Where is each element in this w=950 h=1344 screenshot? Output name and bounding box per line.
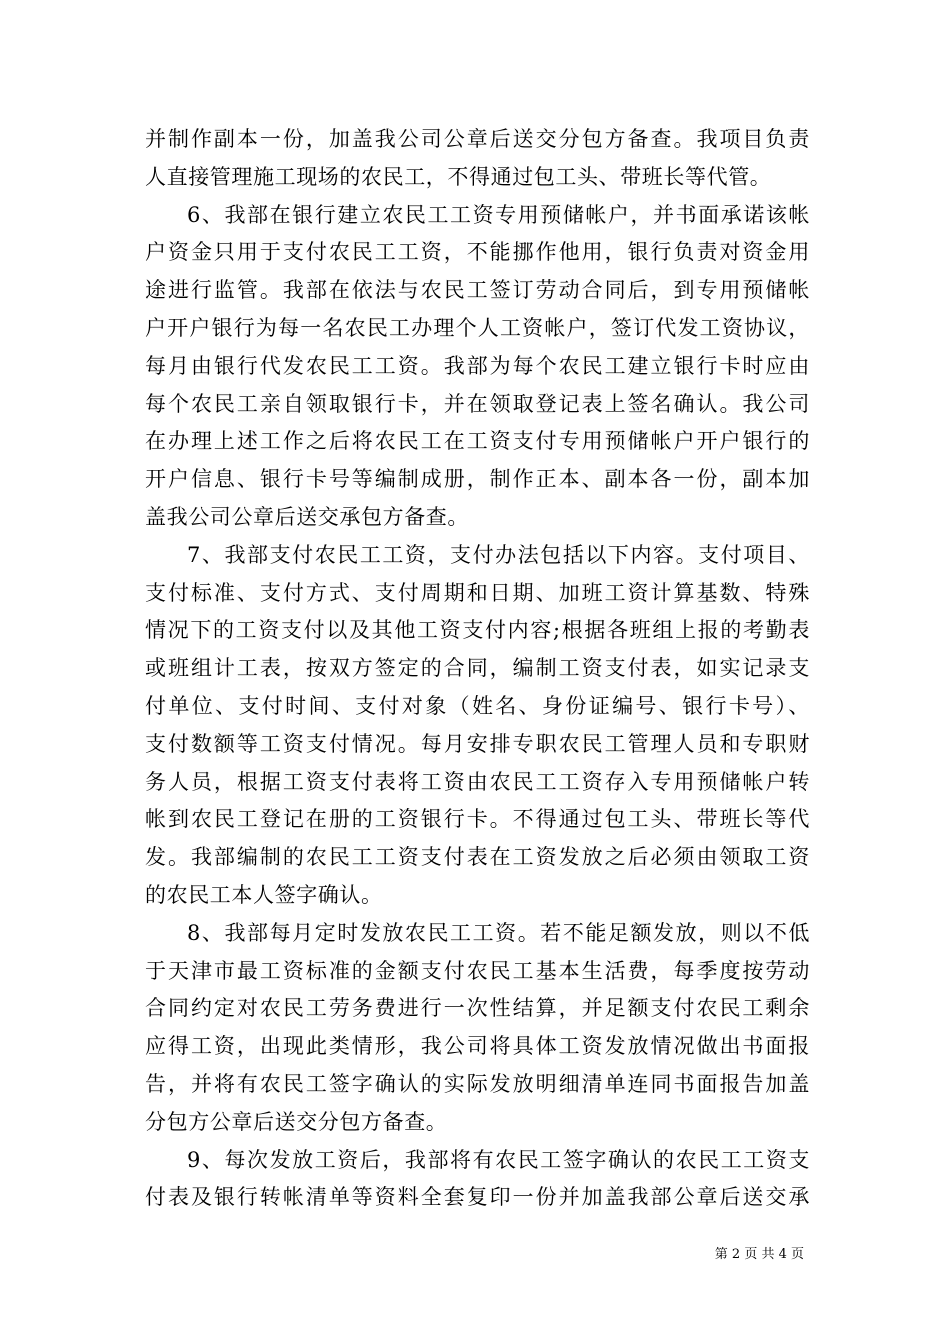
text-line: 在办理上述工作之后将农民工在工资支付专用预储帐户开户银行的 [145, 429, 810, 454]
text-line: 情况下的工资支付以及其他工资支付内容;根据各班组上报的考勤表 [145, 618, 810, 643]
text-line: 9、每次发放工资后，我部将有农民工签字确认的农民工工资支 [187, 1147, 810, 1172]
text-line: 帐到农民工登记在册的工资银行卡。不得通过包工头、带班长等代 [145, 807, 810, 832]
text-line: 支付数额等工资支付情况。每月安排专职农民工管理人员和专职财 [145, 731, 810, 756]
text-line: 8、我部每月定时发放农民工工资。若不能足额发放，则以不低 [187, 920, 810, 945]
text-line: 每月由银行代发农民工工资。我部为每个农民工建立银行卡时应由 [145, 353, 810, 378]
text-line: 告，并将有农民工签字确认的实际发放明细清单连同书面报告加盖 [145, 1071, 810, 1096]
text-line: 7、我部支付农民工工资，支付办法包括以下内容。支付项目、 [187, 542, 810, 567]
text-line: 的农民工本人签字确认。 [145, 882, 383, 907]
text-line: 合同约定对农民工劳务费进行一次性结算，并足额支付农民工剩余 [145, 996, 810, 1021]
text-line: 务人员，根据工资支付表将工资由农民工工资存入专用预储帐户转 [145, 769, 810, 794]
page-number-footer: 第 2 页 共 4 页 [714, 1247, 804, 1262]
body-text [145, 121, 810, 1217]
text-line: 户开户银行为每一名农民工办理个人工资帐户，签订代发工资协议， [145, 315, 810, 340]
text-line: 分包方公章后送交分包方备查。 [145, 1109, 448, 1134]
text-line: 并制作副本一份，加盖我公司公章后送交分包方备查。我项目负责 [145, 127, 810, 151]
text-line: 付表及银行转帐清单等资料全套复印一份并加盖我部公章后送交承 [145, 1185, 810, 1210]
text-line: 于天津市最工资标准的金额支付农民工基本生活费，每季度按劳动 [145, 958, 810, 983]
text-line: 人直接管理施工现场的农民工，不得通过包工头、带班长等代管。 [145, 164, 772, 189]
text-line: 或班组计工表，按双方签定的合同，编制工资支付表，如实记录支 [145, 656, 810, 681]
text-line: 开户信息、银行卡号等编制成册，制作正本、副本各一份，副本加 [145, 467, 810, 492]
text-line: 支付标准、支付方式、支付周期和日期、加班工资计算基数、特殊 [145, 580, 810, 605]
text-line: 应得工资，出现此类情形，我公司将具体工资发放情况做出书面报 [145, 1034, 810, 1059]
text-line: 付单位、支付时间、支付对象（姓名、身份证编号、银行卡号）、 [145, 693, 810, 718]
text-line: 盖我公司公章后送交承包方备查。 [145, 504, 469, 529]
text-line: 发。我部编制的农民工工资支付表在工资发放之后必须由领取工资 [145, 845, 810, 870]
text-line: 每个农民工亲自领取银行卡，并在领取登记表上签名确认。我公司 [145, 391, 810, 416]
text-line: 户资金只用于支付农民工工资，不能挪作他用，银行负责对资金用 [145, 240, 810, 265]
text-line: 6、我部在银行建立农民工工资专用预储帐户，并书面承诺该帐 [187, 202, 810, 227]
text-line: 途进行监管。我部在依法与农民工签订劳动合同后，到专用预储帐 [145, 278, 810, 303]
